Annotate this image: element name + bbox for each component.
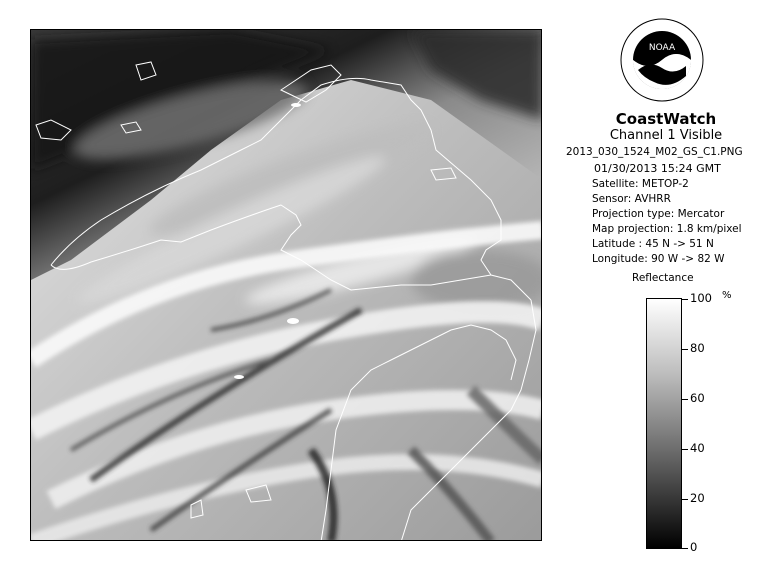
scale-tick bbox=[682, 349, 688, 350]
scale-tick bbox=[682, 399, 688, 400]
scale-tick-label: 40 bbox=[690, 441, 705, 455]
logo-text: NOAA bbox=[648, 43, 676, 53]
filename-label: 2013_030_1524_M02_GS_C1.PNG bbox=[566, 146, 743, 158]
noaa-logo-icon bbox=[620, 18, 704, 102]
reflectance-colorbar bbox=[646, 298, 682, 549]
map-projection-label: Map projection: 1.8 km/pixel bbox=[592, 223, 742, 235]
scale-tick bbox=[682, 548, 688, 549]
noaa-logo bbox=[620, 18, 704, 102]
scale-tick bbox=[682, 499, 688, 500]
product-title: CoastWatch bbox=[615, 110, 717, 128]
scale-tick-label: 20 bbox=[690, 491, 705, 505]
scale-tick-label: 100 bbox=[690, 291, 712, 305]
satellite-label: Satellite: METOP-2 bbox=[592, 178, 689, 190]
scale-title: Reflectance bbox=[632, 272, 694, 284]
datetime-label: 01/30/2013 15:24 GMT bbox=[594, 162, 721, 175]
longitude-label: Longitude: 90 W -> 82 W bbox=[592, 253, 725, 265]
scale-tick bbox=[682, 449, 688, 450]
scale-tick-label: 60 bbox=[690, 391, 705, 405]
scale-tick-label: 0 bbox=[690, 540, 698, 554]
latitude-label: Latitude : 45 N -> 51 N bbox=[592, 238, 714, 250]
scale-tick bbox=[682, 299, 688, 300]
scale-tick-label: 80 bbox=[690, 341, 705, 355]
satellite-image bbox=[30, 29, 542, 541]
channel-label: Channel 1 Visible bbox=[609, 128, 723, 143]
projection-type-label: Projection type: Mercator bbox=[592, 208, 725, 220]
scale-unit: % bbox=[722, 290, 732, 301]
satellite-image-canvas bbox=[31, 30, 542, 541]
sensor-label: Sensor: AVHRR bbox=[592, 193, 671, 205]
